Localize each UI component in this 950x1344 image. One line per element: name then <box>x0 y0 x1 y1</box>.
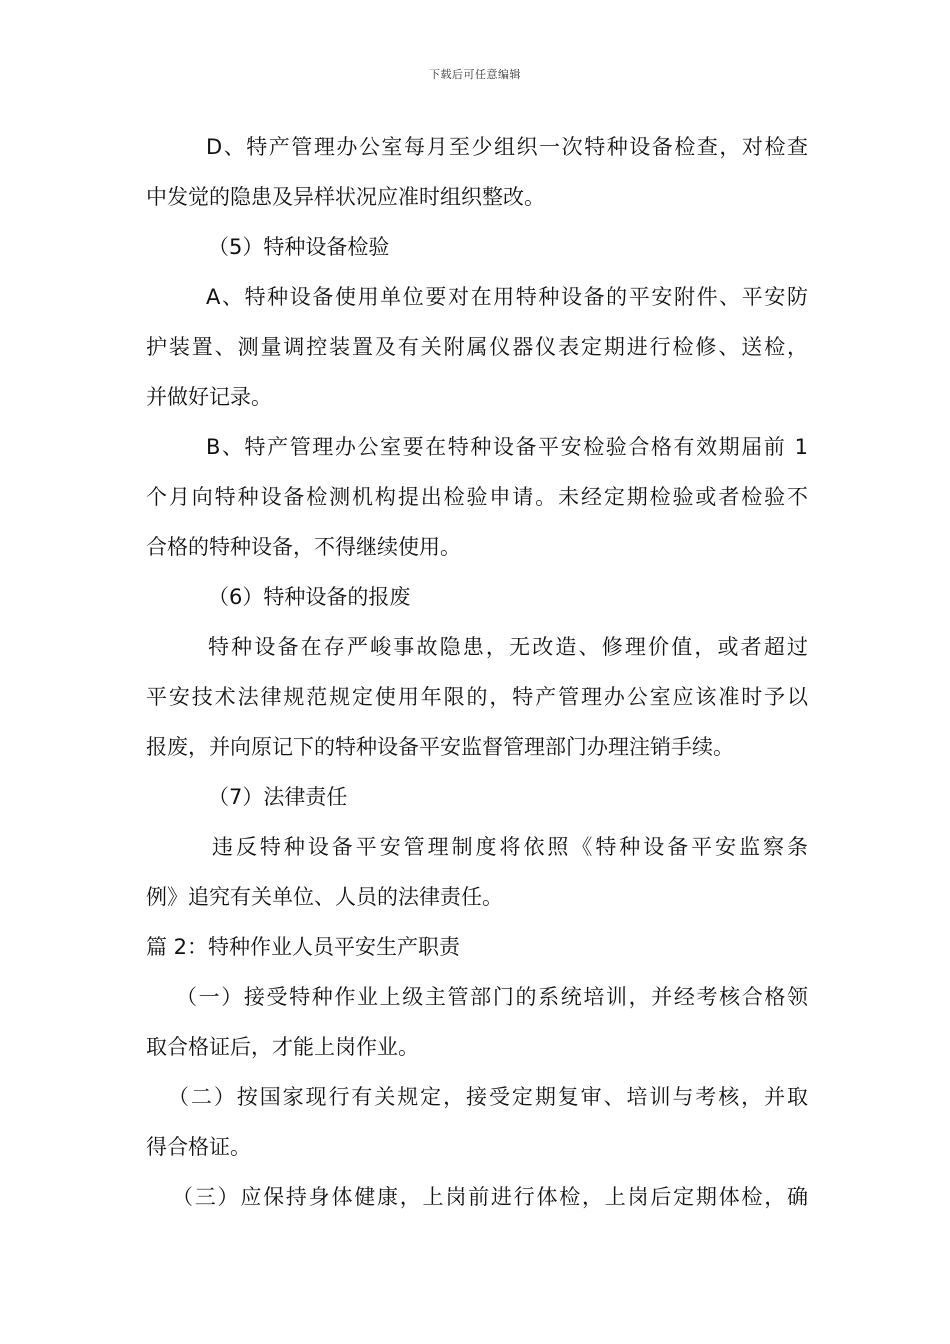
paragraph-line: 护装置、测量调控装置及有关附属仪器仪表定期进行检修、送检， <box>146 335 808 359</box>
section-heading: （6）特种设备的报废 <box>208 585 411 609</box>
paragraph-line: （一）接受特种作业上级主管部门的系统培训，并经考核合格领 <box>176 985 808 1009</box>
paragraph-line: 违反特种设备平安管理制度将依照《特种设备平安监察条 <box>212 835 808 859</box>
paragraph-line: 取合格证后，才能上岗作业。 <box>146 1035 419 1059</box>
section-heading: （5）特种设备检验 <box>208 235 390 259</box>
paragraph-line: 合格的特种设备，不得继续使用。 <box>146 535 461 559</box>
paragraph-line: D、特产管理办公室每月至少组织一次特种设备检查，对检查 <box>206 135 808 159</box>
paragraph-line: A、特种设备使用单位要对在用特种设备的平安附件、平安防 <box>206 285 808 309</box>
chapter-heading: 篇 2：特种作业人员平安生产职责 <box>146 935 461 959</box>
paragraph-line: 特种设备在存严峻事故隐患，无改造、修理价值，或者超过 <box>208 635 808 659</box>
paragraph-line: 例》追究有关单位、人员的法律责任。 <box>146 885 503 909</box>
paragraph-line: 报废，并向原记下的特种设备平安监督管理部门办理注销手续。 <box>146 735 734 759</box>
document-body <box>146 122 808 1222</box>
section-heading: （7）法律责任 <box>208 785 348 809</box>
paragraph-line: （三）应保持身体健康，上岗前进行体检，上岗后定期体检，确 <box>172 1185 808 1209</box>
paragraph-line: （二）按国家现行有关规定，接受定期复审、培训与考核，并取 <box>168 1085 808 1109</box>
paragraph-line: 个月向特种设备检测机构提出检验申请。未经定期检验或者检验不 <box>146 485 808 509</box>
page-header: 下载后可任意编辑 <box>429 68 521 81</box>
paragraph-line: 并做好记录。 <box>146 385 272 409</box>
paragraph-line: 得合格证。 <box>146 1135 251 1159</box>
paragraph-line: 中发觉的隐患及异样状况应准时组织整改。 <box>146 185 545 209</box>
paragraph-line: B、特产管理办公室要在特种设备平安检验合格有效期届前 1 <box>206 435 808 459</box>
paragraph-line: 平安技术法律规范规定使用年限的，特产管理办公室应该准时予以 <box>146 685 808 709</box>
